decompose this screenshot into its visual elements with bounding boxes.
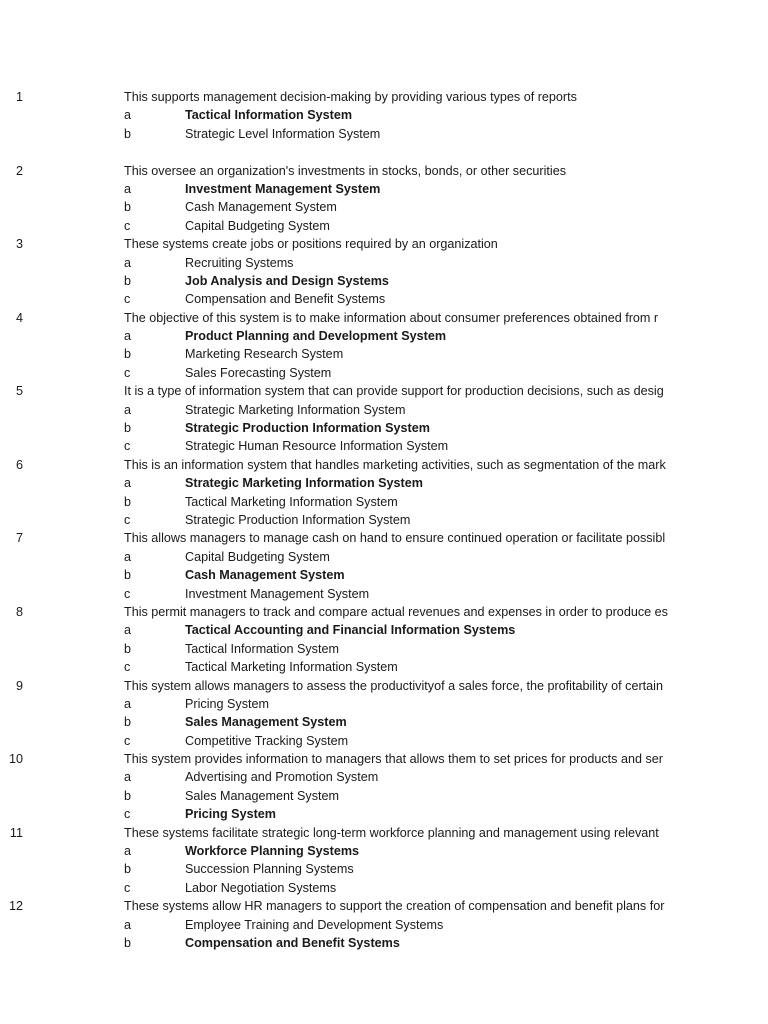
question-text: This supports management decision-making by providing various types of reports bbox=[124, 90, 577, 104]
question-row bbox=[0, 456, 668, 474]
question-number: 3 bbox=[15, 237, 23, 252]
option-text-answer: Pricing System bbox=[185, 807, 276, 822]
option-row bbox=[0, 585, 668, 603]
option-letter: a bbox=[124, 255, 132, 270]
option-text-answer: Cash Management System bbox=[185, 568, 345, 583]
option-row bbox=[0, 198, 668, 216]
option-text: Sales Forecasting System bbox=[185, 365, 332, 380]
question-text: This permit managers to track and compare actual revenues and expenses in order to produce es bbox=[124, 604, 668, 619]
option-text: Competitive Tracking System bbox=[185, 733, 349, 748]
question-text: These systems allow HR managers to support the creation of compensation and benefit plans for bbox=[124, 899, 665, 914]
option-letter: b bbox=[124, 126, 132, 141]
option-row bbox=[0, 621, 668, 639]
option-text: Strategic Production Information System bbox=[185, 512, 411, 527]
option-text: Strategic Marketing Information System bbox=[185, 402, 406, 417]
blank-row bbox=[0, 143, 668, 161]
question-number: 6 bbox=[15, 457, 23, 472]
option-text-answer: Tactical Information System bbox=[185, 108, 353, 123]
option-letter: c bbox=[124, 733, 131, 748]
option-letter: a bbox=[124, 917, 132, 932]
question-text: This oversee an organization's investments in stocks, bonds, or other securities bbox=[124, 163, 566, 178]
question-number: 4 bbox=[15, 310, 23, 325]
option-letter: a bbox=[124, 770, 132, 785]
option-text: Tactical Marketing Information System bbox=[185, 660, 398, 675]
question-text: This is an information system that handles marketing activities, such as segmentation of the mark bbox=[124, 457, 666, 472]
option-letter: b bbox=[124, 347, 132, 362]
option-letter: c bbox=[124, 218, 131, 233]
option-letter: a bbox=[124, 181, 132, 196]
option-text-answer: Workforce Planning Systems bbox=[185, 844, 360, 859]
question-text: The objective of this system is to make information about consumer preferences obtained from r bbox=[124, 310, 659, 325]
option-row bbox=[0, 511, 668, 529]
question-row bbox=[0, 162, 668, 180]
question-number: 5 bbox=[15, 384, 23, 399]
question-number: 2 bbox=[15, 163, 23, 178]
option-text: Succession Planning Systems bbox=[185, 862, 354, 877]
option-row bbox=[0, 345, 668, 363]
option-row bbox=[0, 787, 668, 805]
option-row bbox=[0, 640, 668, 658]
option-text-answer: Sales Management System bbox=[185, 715, 347, 730]
option-row bbox=[0, 364, 668, 382]
option-text-answer: Compensation and Benefit Systems bbox=[185, 935, 400, 950]
option-row bbox=[0, 860, 668, 878]
option-row bbox=[0, 548, 668, 566]
option-text: Capital Budgeting System bbox=[185, 549, 330, 564]
question-text: This system provides information to managers that allows them to set prices for products and ser bbox=[124, 752, 663, 767]
question-row bbox=[0, 382, 668, 400]
option-row bbox=[0, 106, 668, 124]
question-number: 10 bbox=[8, 752, 23, 767]
option-letter: c bbox=[124, 660, 131, 675]
question-number: 11 bbox=[9, 825, 23, 840]
question-number: 8 bbox=[15, 604, 23, 619]
option-letter: c bbox=[124, 292, 131, 307]
option-row bbox=[0, 879, 668, 897]
quiz-sheet bbox=[0, 88, 668, 952]
option-text: Tactical Information System bbox=[185, 641, 339, 656]
option-text: Recruiting Systems bbox=[185, 255, 294, 270]
question-row bbox=[0, 603, 668, 621]
option-text: Pricing System bbox=[185, 696, 269, 711]
option-row bbox=[0, 658, 668, 676]
question-text: It is a type of information system that can provide support for production decisions, such as desig bbox=[124, 384, 664, 399]
option-letter: a bbox=[124, 402, 132, 417]
question-text: This allows managers to manage cash on hand to ensure continued operation or facilitate possibl bbox=[124, 531, 666, 546]
option-letter: b bbox=[124, 494, 132, 509]
question-number: 12 bbox=[8, 899, 23, 914]
option-text: Advertising and Promotion System bbox=[185, 770, 379, 785]
option-text: Sales Management System bbox=[185, 788, 339, 803]
option-letter: a bbox=[124, 549, 132, 564]
option-text: Strategic Human Resource Information System bbox=[185, 439, 449, 454]
option-row bbox=[0, 934, 668, 952]
question-text: These systems create jobs or positions required by an organization bbox=[124, 237, 498, 252]
option-row bbox=[0, 732, 668, 750]
option-letter: a bbox=[124, 696, 132, 711]
option-text-answer: Product Planning and Development System bbox=[185, 329, 447, 344]
option-row bbox=[0, 272, 668, 290]
question-row bbox=[0, 309, 668, 327]
option-letter: b bbox=[124, 641, 132, 656]
option-text: Cash Management System bbox=[185, 200, 337, 215]
question-number: 9 bbox=[15, 678, 23, 693]
option-text-answer: Investment Management System bbox=[185, 181, 381, 196]
option-row bbox=[0, 290, 668, 308]
question-row bbox=[0, 677, 668, 695]
option-letter: b bbox=[124, 788, 132, 803]
question-row bbox=[0, 750, 668, 768]
question-number: 1 bbox=[15, 90, 23, 104]
option-row bbox=[0, 713, 668, 731]
option-row bbox=[0, 805, 668, 823]
option-text: Employee Training and Development Systems bbox=[185, 917, 444, 932]
option-row bbox=[0, 768, 668, 786]
option-letter: c bbox=[124, 880, 131, 895]
option-row bbox=[0, 474, 668, 492]
option-text: Marketing Research System bbox=[185, 347, 344, 362]
option-text: Compensation and Benefit Systems bbox=[185, 292, 386, 307]
option-letter: b bbox=[124, 200, 132, 215]
option-text: Strategic Level Information System bbox=[185, 126, 381, 141]
option-letter: c bbox=[124, 439, 131, 454]
option-row bbox=[0, 419, 668, 437]
option-row bbox=[0, 916, 668, 934]
option-row bbox=[0, 180, 668, 198]
question-row bbox=[0, 529, 668, 547]
option-row bbox=[0, 125, 668, 143]
option-letter: b bbox=[124, 935, 132, 950]
option-text: Tactical Marketing Information System bbox=[185, 494, 398, 509]
option-letter: b bbox=[124, 715, 132, 730]
question-text: These systems facilitate strategic long-term workforce planning and management using relevant bbox=[124, 825, 659, 840]
option-letter: b bbox=[124, 273, 132, 288]
option-letter: c bbox=[124, 512, 131, 527]
option-letter: b bbox=[124, 568, 132, 583]
option-letter: c bbox=[124, 586, 131, 601]
option-text-answer: Job Analysis and Design Systems bbox=[185, 273, 389, 288]
option-letter: c bbox=[124, 365, 131, 380]
option-row bbox=[0, 842, 668, 860]
option-text: Capital Budgeting System bbox=[185, 218, 330, 233]
option-row bbox=[0, 566, 668, 584]
question-row bbox=[0, 824, 668, 842]
option-letter: a bbox=[124, 108, 132, 123]
option-text: Investment Management System bbox=[185, 586, 370, 601]
question-text: This system allows managers to assess the productivityof a sales force, the profitability of certain bbox=[124, 678, 663, 693]
question-row bbox=[0, 235, 668, 253]
option-letter: a bbox=[124, 329, 132, 344]
option-row bbox=[0, 327, 668, 345]
option-letter: a bbox=[124, 844, 132, 859]
option-letter: b bbox=[124, 421, 132, 436]
option-letter: c bbox=[124, 807, 131, 822]
option-text-answer: Strategic Marketing Information System bbox=[185, 476, 423, 491]
option-row bbox=[0, 493, 668, 511]
question-row bbox=[0, 88, 668, 106]
question-number: 7 bbox=[15, 531, 23, 546]
option-letter: b bbox=[124, 862, 132, 877]
option-row bbox=[0, 401, 668, 419]
option-letter: a bbox=[124, 623, 132, 638]
option-text: Labor Negotiation Systems bbox=[185, 880, 337, 895]
option-row bbox=[0, 217, 668, 235]
option-row bbox=[0, 695, 668, 713]
option-letter: a bbox=[124, 476, 132, 491]
option-text-answer: Tactical Accounting and Financial Information Systems bbox=[185, 623, 516, 638]
option-row bbox=[0, 254, 668, 272]
option-row bbox=[0, 437, 668, 455]
question-row bbox=[0, 897, 668, 915]
option-text-answer: Strategic Production Information System bbox=[185, 421, 430, 436]
